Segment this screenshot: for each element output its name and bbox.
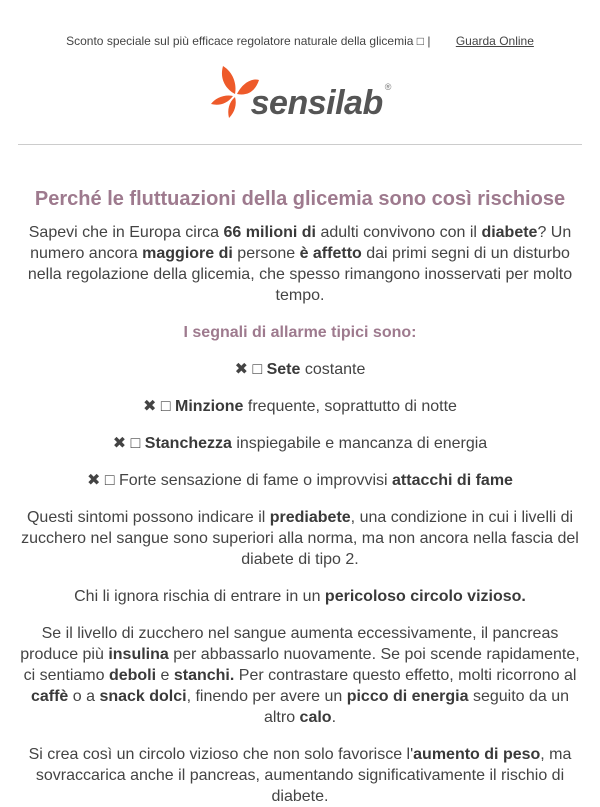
bold-text: pericoloso circolo vizioso. — [324, 588, 526, 605]
article — [0, 189, 600, 807]
preheader — [0, 0, 600, 50]
text: . — [331, 709, 337, 726]
signal-item — [18, 359, 582, 380]
text: adulti convivono con il — [316, 224, 482, 241]
bold-text: aumento di peso — [413, 746, 541, 763]
bold-text: calo — [299, 709, 332, 726]
bold-text: insulina — [108, 646, 169, 663]
text: dai primi segni di un disturbo nella regolazione della glicemia, che spesso rimangono inosservati per molto tempo. — [27, 245, 573, 304]
signal-item — [18, 470, 582, 491]
brand-name: sensilab — [250, 84, 383, 122]
text: Questi sintomi possono indicare il — [26, 509, 270, 526]
article-title: Perché le fluttuazioni della glicemia sono così rischiose — [34, 188, 566, 210]
text: ✖ □ — [234, 361, 267, 378]
text: inspiegabile e mancanza di energia — [231, 435, 488, 452]
bold-text: Sete — [266, 361, 301, 378]
text: e — [156, 667, 174, 684]
signals-list — [18, 359, 582, 491]
text: Si crea così un circolo vizioso che non solo favorisce l' — [28, 746, 414, 763]
text: per abbassarlo nuovamente. Se poi scende rapidamente, ci sentiamo — [23, 646, 580, 684]
text: Sapevi che in Europa circa — [28, 224, 224, 241]
text: Se il livello di zucchero nel sangue aumenta eccessivamente, il pancreas produce più — [20, 625, 559, 663]
bold-text: snack dolci — [99, 688, 187, 705]
text: ✖ □ Forte sensazione di fame o improvvisi — [87, 472, 393, 489]
text: , una condizione in cui i livelli di zucchero nel sangue sono superiori alla norma, ma non ancora nella fascia del diabete di tipo 2. — [21, 509, 579, 568]
text: ? Un numero ancora — [30, 224, 572, 262]
text: Per contrastare questo effetto, molti ricorrono al — [234, 667, 577, 684]
text: , ma sovraccarica anche il pancreas, aumentando significativamente il rischio di diabete. — [35, 746, 572, 805]
bold-text: caffè — [30, 688, 69, 705]
bold-text: Minzione — [175, 398, 244, 415]
text: costante — [300, 361, 366, 378]
divider — [18, 144, 582, 145]
text: ✖ □ — [112, 435, 145, 452]
text: ✖ □ — [143, 398, 176, 415]
bold-text: Stanchezza — [144, 435, 232, 452]
text: o a — [68, 688, 100, 705]
signal-item — [18, 396, 582, 417]
intro — [18, 222, 582, 306]
text: seguito da un altro — [263, 688, 570, 726]
paragraph — [18, 586, 582, 607]
promo-text: Sconto speciale sul più efficace regolatore naturale della glicemia □ | — [66, 34, 431, 48]
paragraph — [18, 222, 582, 306]
bold-text: attacchi di fame — [392, 472, 513, 489]
signals-heading: I segnali di allarme tipici sono: — [183, 324, 417, 341]
bold-text: deboli — [108, 667, 157, 684]
paragraph — [18, 623, 582, 728]
bold-text: prediabete — [269, 509, 351, 526]
text: , finendo per avere un — [186, 688, 347, 705]
paragraph — [18, 507, 582, 570]
text: Chi li ignora rischia di entrare in un — [74, 588, 325, 605]
bold-text: stanchi. — [173, 667, 235, 684]
text: persone — [232, 245, 300, 262]
body — [18, 507, 582, 807]
bold-text: 66 milioni di — [223, 224, 316, 241]
text: frequente, soprattutto di notte — [243, 398, 457, 415]
signal-item — [18, 433, 582, 454]
bold-text: è affetto — [299, 245, 362, 262]
bold-text: maggiore di — [142, 245, 233, 262]
bold-text: picco di energia — [346, 688, 469, 705]
bold-text: diabete — [481, 224, 538, 241]
view-online-link[interactable]: Guarda Online — [455, 34, 534, 48]
paragraph — [18, 744, 582, 807]
sensilab-logo[interactable] — [0, 64, 600, 120]
registered-mark: ® — [384, 82, 392, 92]
